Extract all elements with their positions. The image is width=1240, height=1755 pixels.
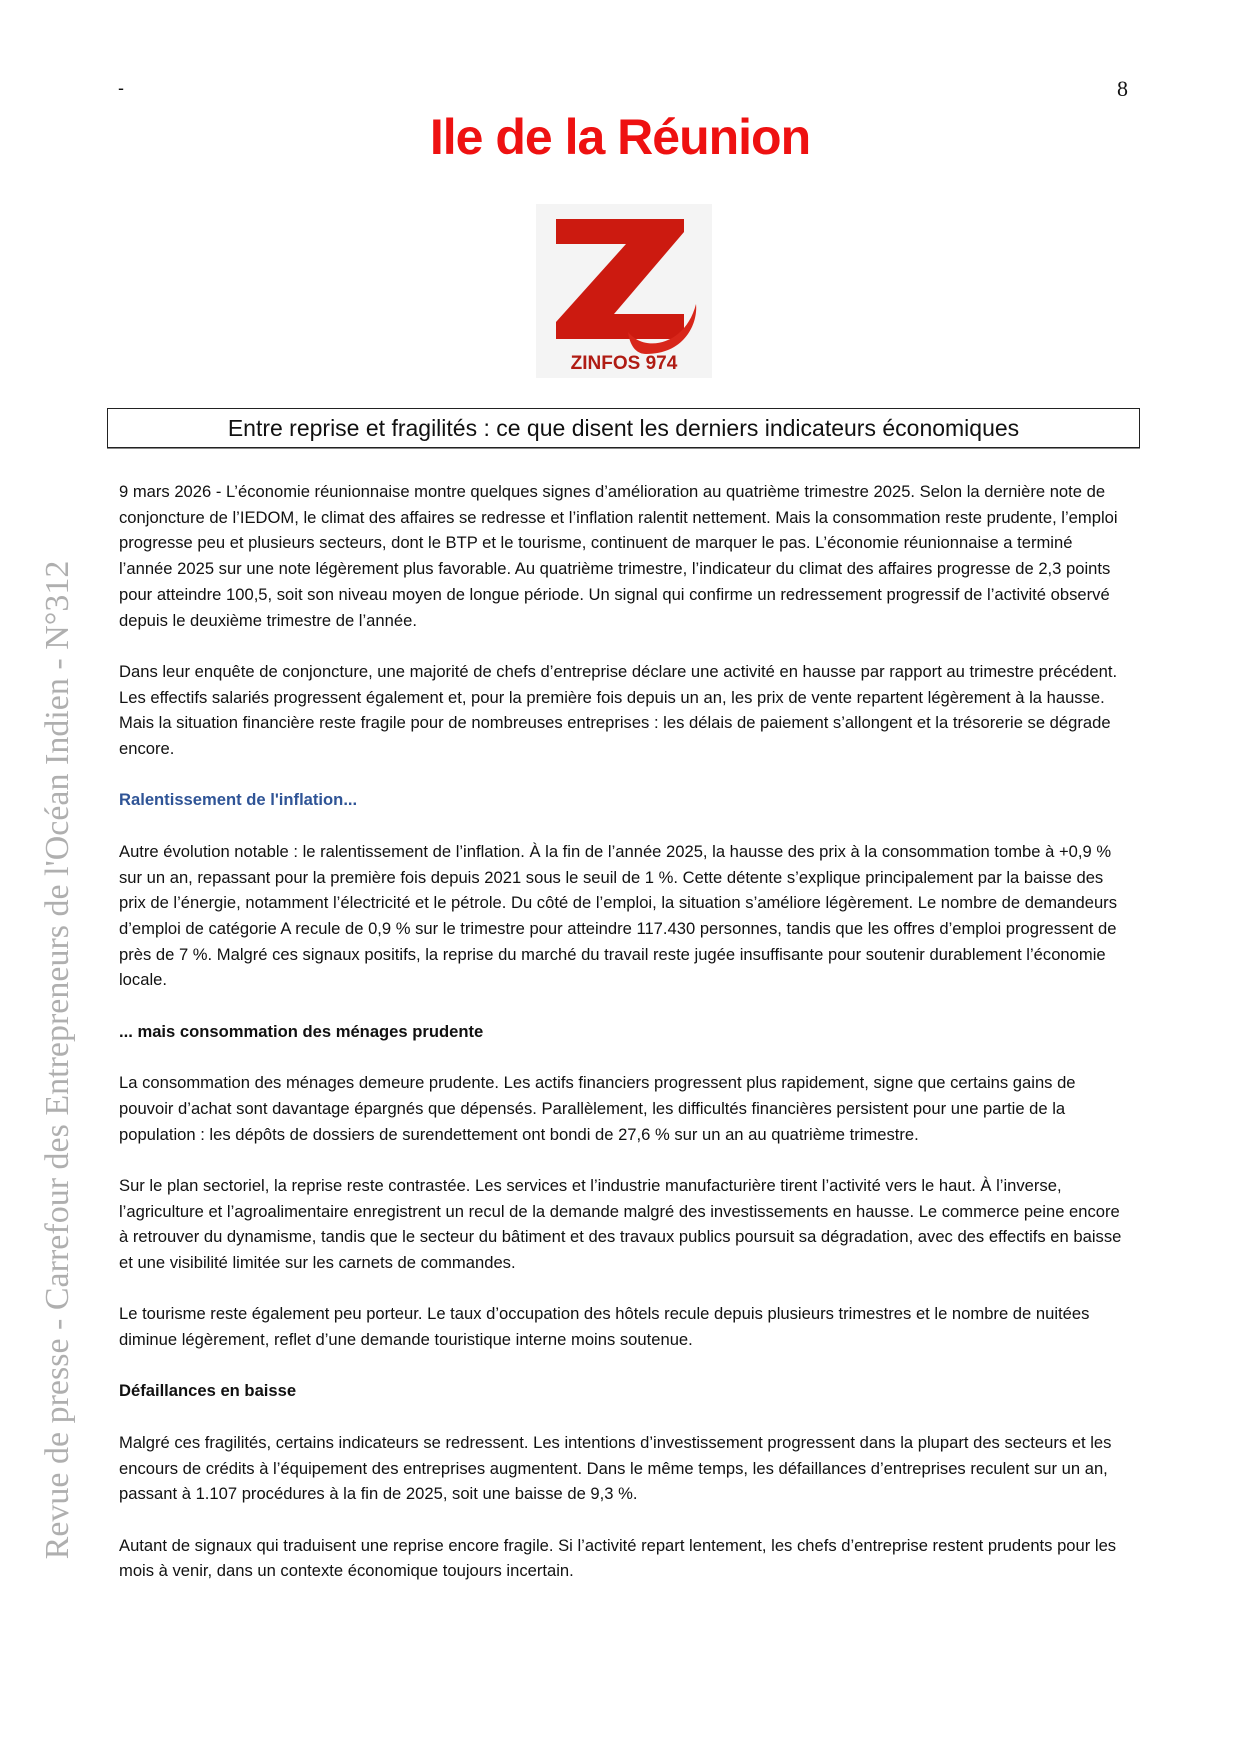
section-heading-failures: Défaillances en baisse: [119, 1381, 297, 1401]
watermark: Revue de presse - Carrefour des Entrepreneurs de l'Océan Indien - N°312: [39, 560, 76, 1560]
header-dash: -: [118, 78, 124, 98]
paragraph-tourism: Le tourisme reste également peu porteur. Le taux d’occupation des hôtels recule depuis plusieurs trimestres et le nombre de nuitées diminue légèrement, reflet d’une demande touristique interne moins soutenue.: [119, 1304, 1090, 1350]
paragraph-intro: 9 mars 2026 - L’économie réunionnaise montre quelques signes d’amélioration au quatrième trimestre 2025. Selon la dernière note de conjoncture de l’IEDOM, le climat des affaires se redresse et l’inflation ralentit nettement. Mais la consommation reste prudente, l’emploi progresse peu et plusieurs secteurs, dont le BTP et le tourisme, continuent de marquer le pas. L’économie réunionnaise a terminé l’année 2025 sur une note légèrement plus favorable. Au quatrième trimestre, l’indicateur du climat des affaires progresse de 2,3 points pour atteindre 100,5, soit son niveau moyen de longue période. Un signal qui confirme un redressement progressif de l’activité observé depuis le deuxième trimestre de l’année.: [119, 482, 1118, 630]
section-heading-inflation: Ralentissement de l'inflation...: [119, 790, 358, 810]
article-body: [119, 479, 1129, 1610]
zinfos-logo-image: [536, 204, 712, 378]
zinfos-logo: [536, 204, 712, 378]
headline-box: [107, 408, 1140, 448]
paragraph-inflation: Autre évolution notable : le ralentissement de l’inflation. À la fin de l’année 2025, la hausse des prix à la consommation tombe à +0,9 % sur un an, repassant pour la première fois depuis 2021 sous le seuil de 1 %. Cette détente s’explique principalement par la baisse des prix de l’énergie, notamment l’électricité et le pétrole. Du côté de l’emploi, la situation s’améliore légèrement. Le nombre de demandeurs d’emploi de catégorie A recule de 0,9 % sur le trimestre pour atteindre 117.430 personnes, tandis que les offres d’emploi progressent de près de 7 %. Malgré ces signaux positifs, la reprise du marché du travail reste jugée insuffisante pour soutenir durablement l’économie locale.: [119, 841, 1117, 990]
article-headline: Entre reprise et fragilités : ce que disent les derniers indicateurs économiques: [227, 415, 1020, 441]
svg-text:ZINFOS 974: ZINFOS 974: [570, 353, 678, 374]
page-number: 8: [1117, 76, 1128, 101]
paragraph-consumption: La consommation des ménages demeure prudente. Les actifs financiers progressent plus rapidement, signe que certains gains de pouvoir d’achat sont davantage épargnés que dépensés. Parallèlement, les difficultés financières persistent pour une partie de la population : les dépôts de dossiers de surendettement ont bondi de 27,6 % sur un an au quatrième trimestre.: [119, 1073, 1076, 1144]
paragraph-survey: Dans leur enquête de conjoncture, une majorité de chefs d’entreprise déclare une activité en hausse par rapport au trimestre précédent. Les effectifs salariés progressent également et, pour la première fois depuis un an, les prix de vente repartent légèrement à la hausse. Mais la situation financière reste fragile pour de nombreuses entreprises : les délais de paiement s’allongent et la trésorerie se dégrade encore.: [119, 661, 1118, 759]
paragraph-conclusion: Autant de signaux qui traduisent une reprise encore fragile. Si l’activité repart lentement, les chefs d’entreprise restent prudents pour les mois à venir, dans un contexte économique toujours incertain.: [119, 1535, 1117, 1581]
paragraph-failures: Malgré ces fragilités, certains indicateurs se redressent. Les intentions d’investissement progressent dans la plupart des secteurs et les encours de crédits à l’équipement des entreprises augmentent. Dans le même temps, les défaillances d’entreprises reculent sur un an, passant à 1.107 procédures à la fin de 2025, soit une baisse de 9,3 %.: [119, 1432, 1112, 1504]
page-title: Ile de la Réunion: [429, 109, 811, 165]
paragraph-sectors: Sur le plan sectoriel, la reprise reste contrastée. Les services et l’industrie manufacturière tirent l’activité vers le haut. À l’inverse, l’agriculture et l’agroalimentaire enregistrent un recul de la demande malgré des investissements en hausse. Le commerce peine encore à retrouver du dynamisme, tandis que le secteur du bâtiment et des travaux publics poursuit sa dégradation, avec des effectifs en baisse et une visibilité limitée sur les carnets de commandes.: [119, 1175, 1122, 1272]
section-heading-consumption: ... mais consommation des ménages prudente: [119, 1021, 484, 1041]
